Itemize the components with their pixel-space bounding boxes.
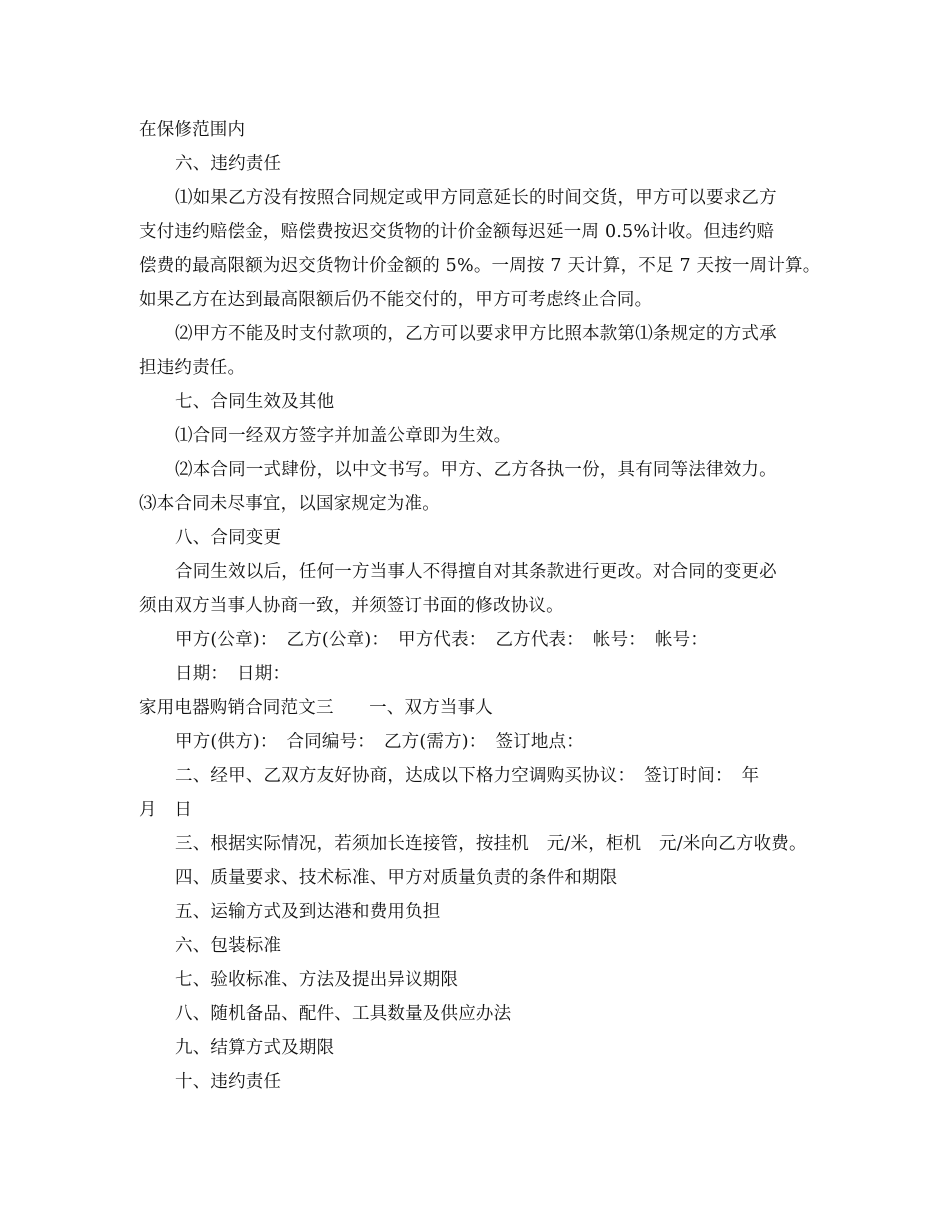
section-heading: 七、合同生效及其他 [175, 392, 335, 412]
date-fields: 日期： 日期： [175, 664, 291, 684]
text-line: ⑴如果乙方没有按照合同规定或甲方同意延长的时间交货，甲方可以要求乙方 [175, 188, 777, 208]
section-heading: 十、违约责任 [175, 1072, 282, 1092]
text-line: 如果乙方在达到最高限额后仍不能交付的，甲方可考虑终止合同。 [139, 290, 653, 310]
text-line: ⑵本合同一式肆份，以中文书写。甲方、乙方各执一份，具有同等法律效力。 [175, 460, 777, 480]
section-heading: 四、质量要求、技术标准、甲方对质量负责的条件和期限 [175, 868, 618, 888]
text-line: ⑴合同一经双方签字并加盖公章即为生效。 [175, 426, 512, 446]
text-line: ⑵甲方不能及时支付款项的，乙方可以要求甲方比照本款第⑴条规定的方式承 [175, 324, 777, 344]
text-line: 须由双方当事人协商一致，并须签订书面的修改协议。 [139, 596, 564, 616]
text-line: ⑶本合同未尽事宜，以国家规定为准。 [139, 494, 440, 514]
section-heading: 八、合同变更 [175, 528, 282, 548]
text-line: 支付违约赔偿金，赔偿费按迟交货物的计价金额每迟延一周 0.5%计收。但违约赔 [139, 222, 775, 242]
document-subtitle: 家用电器购销合同范文三 一、双方当事人 [139, 698, 493, 718]
text-line: 二、经甲、乙双方友好协商，达成以下格力空调购买协议： 签订时间： 年 [175, 766, 760, 786]
signature-fields: 甲方(公章)： 乙方(公章)： 甲方代表： 乙方代表： 帐号： 帐号： [175, 630, 709, 650]
section-heading: 七、验收标准、方法及提出异议期限 [175, 970, 459, 990]
section-heading: 六、包装标准 [175, 936, 282, 956]
text-line: 合同生效以后，任何一方当事人不得擅自对其条款进行更改。对合同的变更必 [175, 562, 777, 582]
text-line: 三、根据实际情况，若须加长连接管，按挂机 元/米，柜机 元/米向乙方收费。 [175, 834, 807, 854]
text-line: 月 日 [139, 800, 193, 820]
section-heading: 六、违约责任 [175, 154, 282, 174]
text-line: 在保修范围内 [139, 120, 246, 140]
section-heading: 九、结算方式及期限 [175, 1038, 335, 1058]
text-line: 担违约责任。 [139, 358, 246, 378]
text-line: 偿费的最高限额为迟交货物计价金额的 5%。一周按 7 天计算，不足 7 天按一周计算。 [139, 256, 821, 276]
section-heading: 五、运输方式及到达港和费用负担 [175, 902, 441, 922]
party-fields: 甲方(供方)： 合同编号： 乙方(需方)： 签订地点： [175, 732, 584, 752]
section-heading: 八、随机备品、配件、工具数量及供应办法 [175, 1004, 512, 1024]
